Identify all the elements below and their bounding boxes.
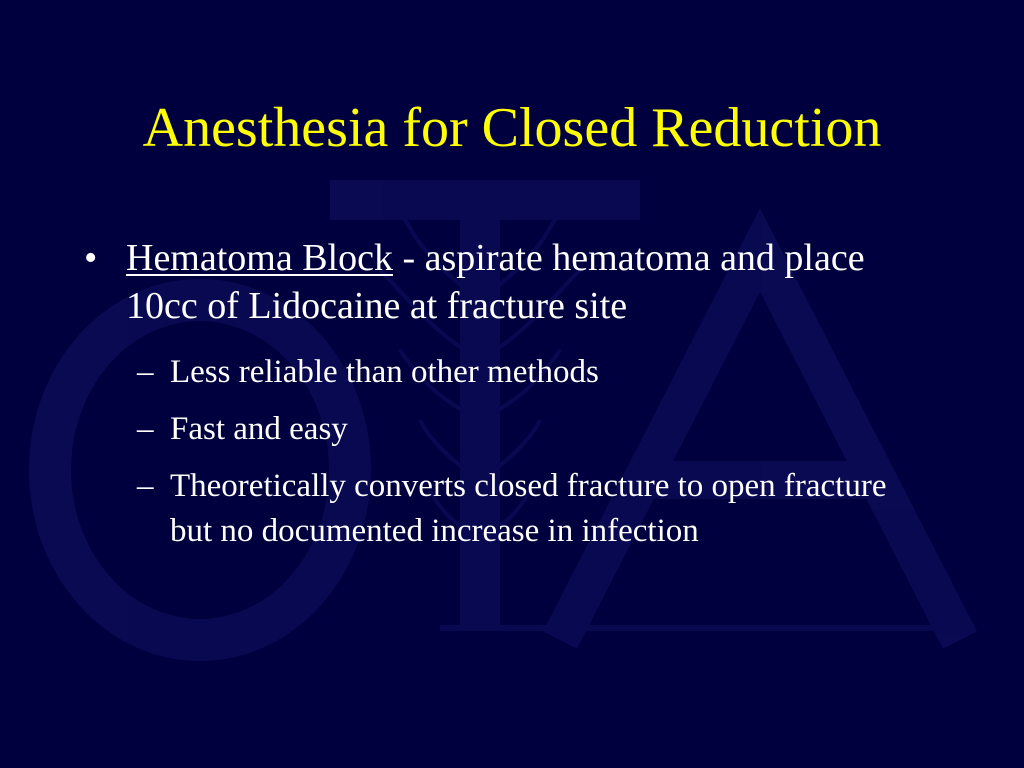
sub-bullet-marker: – — [137, 411, 154, 447]
sub-bullet-marker: – — [137, 354, 154, 390]
bullet-marker: • — [84, 237, 98, 279]
bullet-term: Hematoma Block — [126, 237, 393, 279]
bullet-description: - aspirate hematoma and place 10cc of Lidocaine at fracture site — [126, 237, 865, 327]
sub-bullet-text: Fast and easy — [170, 411, 348, 447]
slide-title: Anesthesia for Closed Reduction — [142, 97, 882, 159]
bullet-text — [126, 234, 916, 330]
sub-bullet-marker: – — [137, 468, 154, 504]
sub-bullet-text: Less reliable than other methods — [170, 354, 599, 390]
sub-bullet-text: Theoretically converts closed fracture to open fracture but no documented increase in infection — [170, 468, 887, 549]
